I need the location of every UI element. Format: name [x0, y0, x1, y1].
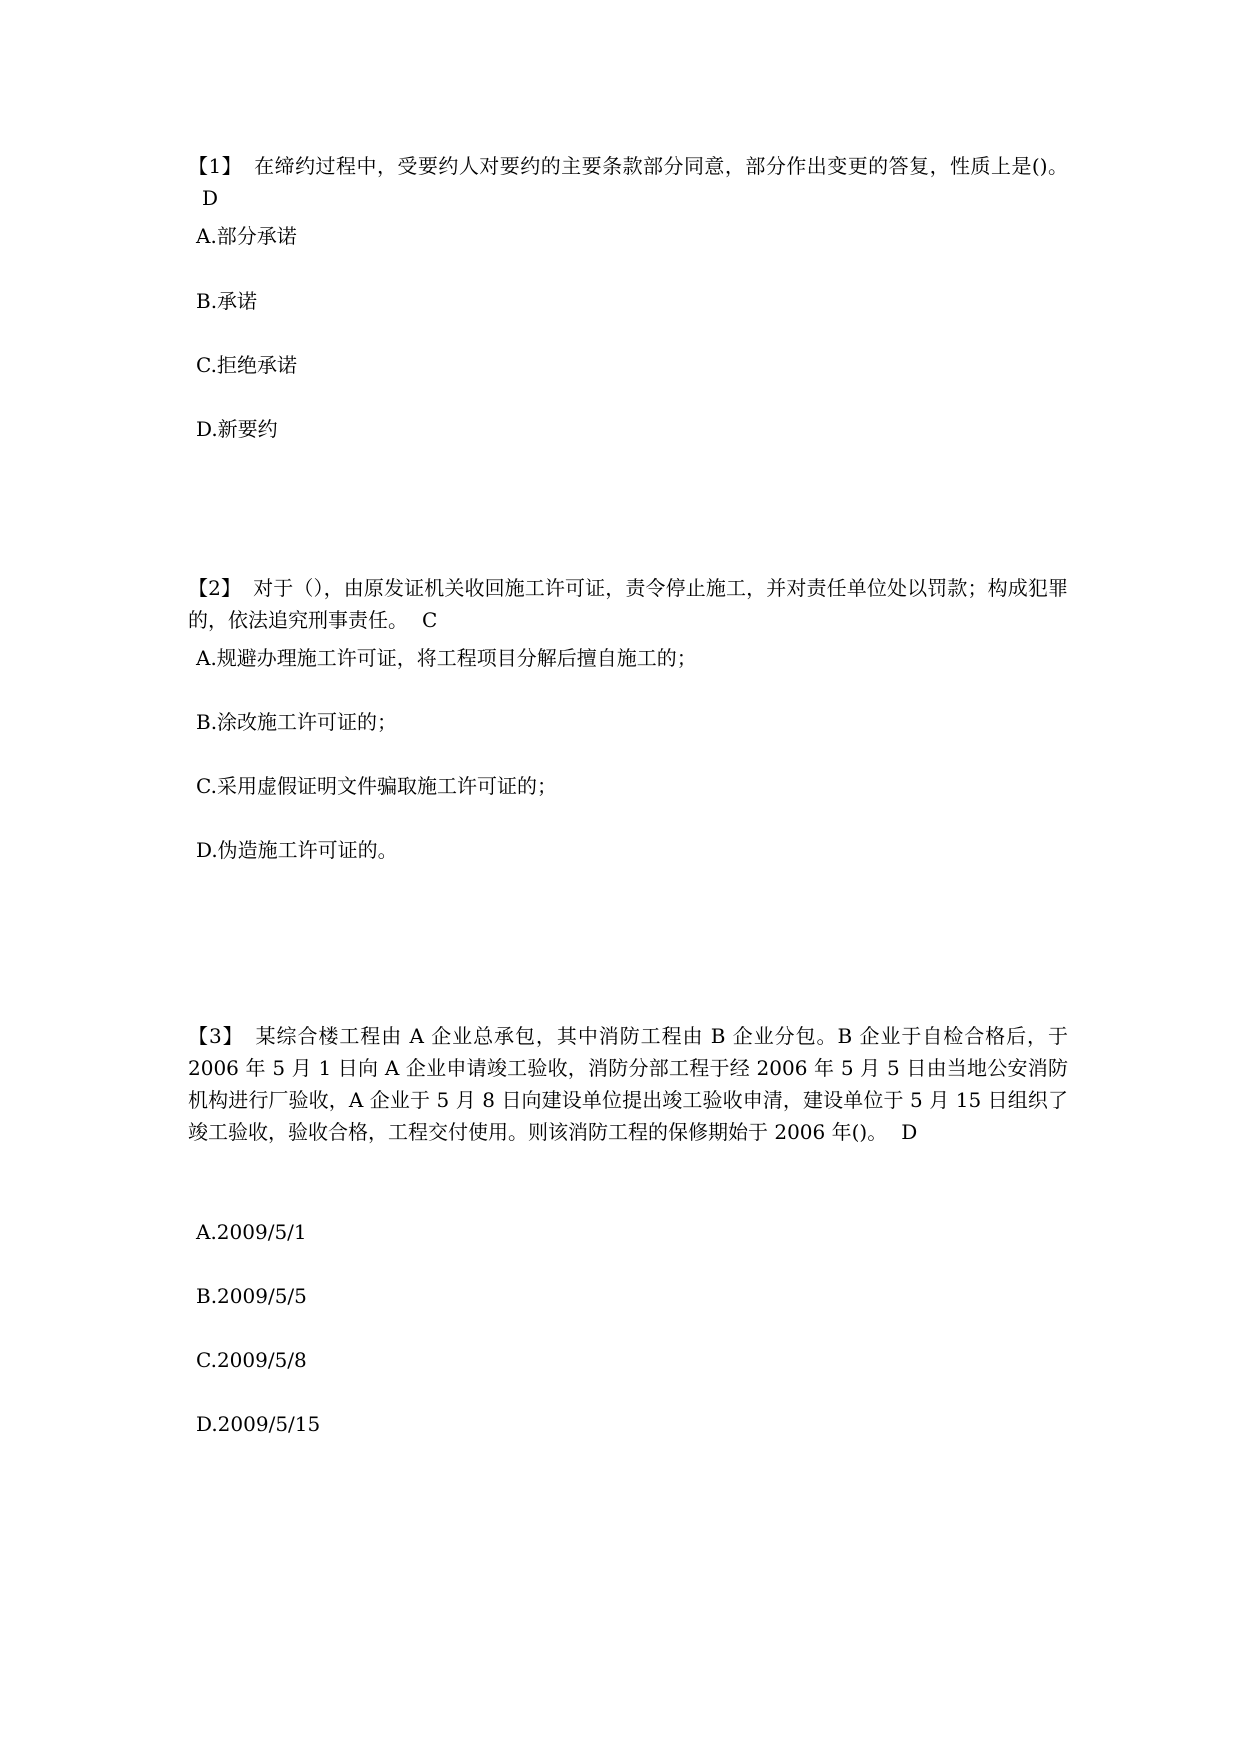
question-answer: C	[422, 608, 438, 632]
question-number: 【1】	[188, 154, 243, 178]
question-2	[188, 572, 1068, 862]
option-c: C.2009/5/8	[196, 1348, 307, 1372]
option-a: A.部分承诺	[196, 224, 297, 248]
question-answer: D	[202, 186, 219, 210]
question-stem	[188, 150, 1068, 214]
option-d: D.2009/5/15	[196, 1412, 321, 1436]
question-text: 对于（），由原发证机关收回施工许可证，责令停止施工，并对责任单位处以罚款；构成犯罪的，依法追究刑事责任。	[188, 576, 1068, 632]
question-number: 【2】	[188, 576, 242, 600]
option-a: A.规避办理施工许可证，将工程项目分解后擅自施工的；	[196, 646, 697, 670]
question-text: 某综合楼工程由 A 企业总承包，其中消防工程由 B 企业分包。B 企业于自检合格后，于 2006 年 5 月 1 日向 A 企业申请竣工验收，消防分部工程于经 2006 年 5 月 5 日由当地公安消防机构进行厂验收，A 企业于 5 月 8 日向建设单位提出竣工验收申清，建设单位于 5 月 15 日组织了竣工验收，验收合格，工程交付使用。则该消防工程的保修期始于 2006 年()。	[188, 1024, 1068, 1144]
question-1	[188, 150, 1068, 441]
option-c: C.采用虚假证明文件骗取施工许可证的；	[196, 774, 557, 798]
question-answer: D	[901, 1120, 918, 1144]
option-a: A.2009/5/1	[196, 1220, 307, 1244]
option-b: B.2009/5/5	[196, 1284, 307, 1308]
question-text: 在缔约过程中，受要约人对要约的主要条款部分同意，部分作出变更的答复，性质上是()。	[254, 154, 1068, 178]
option-b: B.涂改施工许可证的；	[196, 710, 398, 734]
question-3	[188, 1020, 1068, 1436]
question-stem	[188, 572, 1068, 636]
question-number: 【3】	[188, 1024, 244, 1048]
option-c: C.拒绝承诺	[196, 353, 297, 377]
question-stem	[188, 1020, 1068, 1148]
option-d: D.新要约	[196, 417, 278, 441]
option-d: D.伪造施工许可证的。	[196, 838, 398, 862]
option-b: B.承诺	[196, 289, 258, 313]
